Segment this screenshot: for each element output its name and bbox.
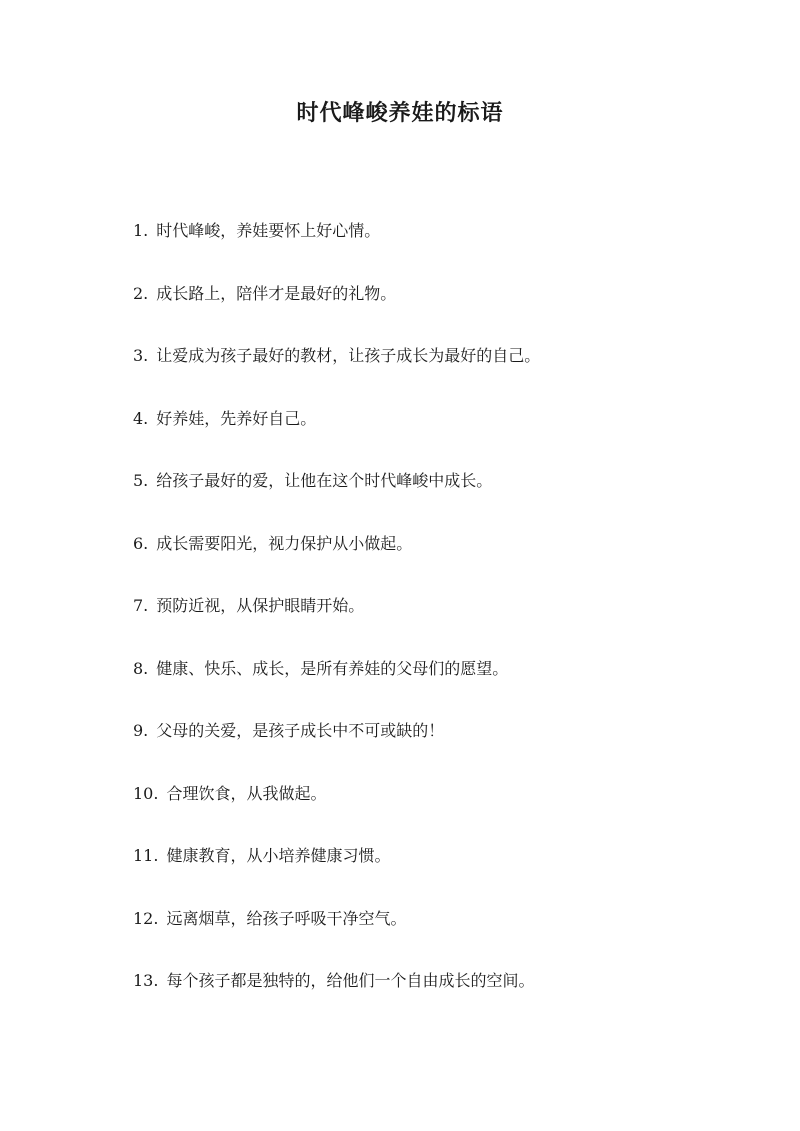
item-number: 3. — [133, 346, 149, 365]
list-item — [133, 278, 753, 309]
list-item — [133, 465, 753, 496]
list-item — [133, 590, 753, 621]
list-item — [133, 840, 753, 871]
list-item — [133, 215, 753, 246]
item-number: 8. — [133, 658, 149, 678]
item-number: 5. — [133, 471, 149, 490]
list-item — [133, 715, 753, 746]
item-number: 11. — [133, 846, 159, 865]
item-number: 2. — [133, 283, 149, 303]
item-number: 4. — [133, 408, 149, 428]
list-item — [133, 903, 753, 934]
item-number: 6. — [133, 533, 149, 553]
item-text: 远离烟草，给孩子呼吸干净空气。 — [166, 908, 407, 928]
item-text: 让爱成为孩子最好的教材，让孩子成长为最好的自己。 — [156, 346, 541, 365]
item-text: 父母的关爱，是孩子成长中不可或缺的！ — [156, 721, 445, 740]
item-text: 时代峰峻，养娃要怀上好心情。 — [156, 221, 381, 240]
list-item — [133, 340, 753, 371]
list-item — [133, 653, 753, 684]
item-text: 成长需要阳光，视力保护从小做起。 — [156, 533, 413, 553]
list-item — [133, 778, 753, 809]
item-number: 13. — [133, 971, 159, 990]
item-number: 10. — [133, 783, 159, 803]
item-text: 健康教育，从小培养健康习惯。 — [166, 846, 391, 865]
item-number: 1. — [133, 221, 149, 240]
item-text: 预防近视，从保护眼睛开始。 — [156, 596, 365, 615]
item-text: 健康、快乐、成长，是所有养娃的父母们的愿望。 — [156, 658, 509, 678]
slogan-list — [133, 215, 753, 1028]
page-title: 时代峰峻养娃的标语 — [296, 100, 504, 126]
list-item — [133, 403, 753, 434]
list-item — [133, 965, 753, 996]
item-text: 合理饮食，从我做起。 — [166, 783, 327, 803]
item-text: 成长路上，陪伴才是最好的礼物。 — [156, 283, 397, 303]
item-text: 好养娃，先养好自己。 — [156, 408, 317, 428]
item-text: 给孩子最好的爱，让他在这个时代峰峻中成长。 — [156, 471, 493, 490]
item-number: 9. — [133, 721, 149, 740]
item-number: 12. — [133, 908, 159, 928]
item-text: 每个孩子都是独特的，给他们一个自由成长的空间。 — [166, 971, 535, 990]
list-item — [133, 528, 753, 559]
item-number: 7. — [133, 596, 149, 615]
